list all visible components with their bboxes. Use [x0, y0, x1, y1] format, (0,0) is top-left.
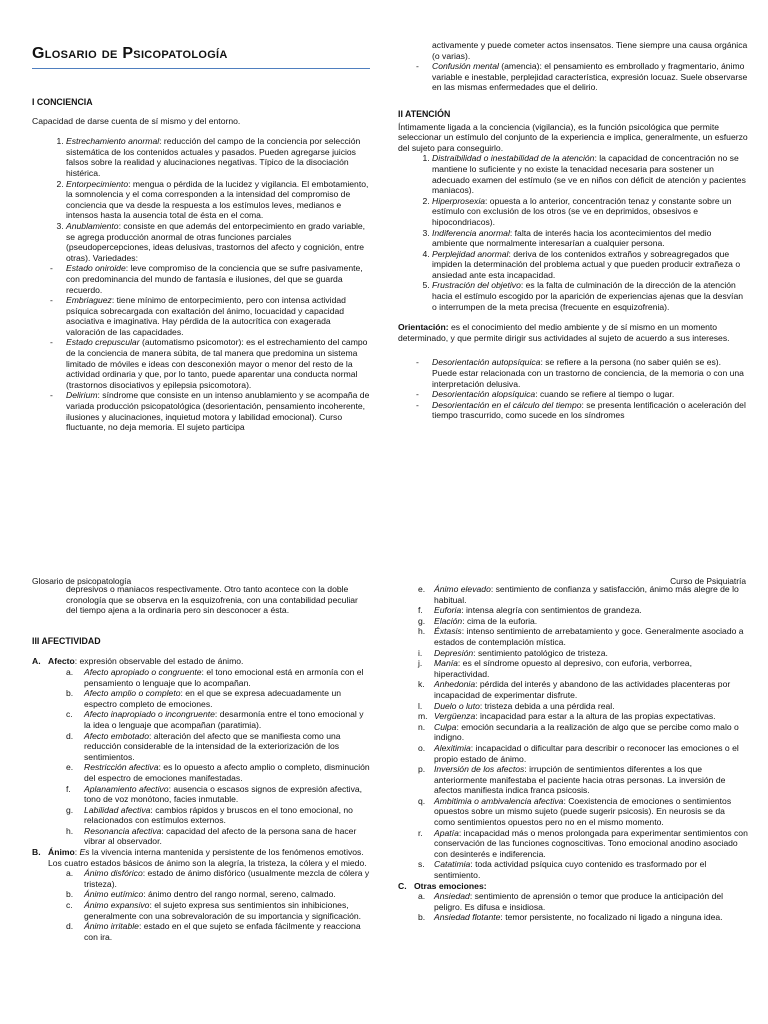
anublamiento-variants: [32, 263, 370, 433]
section-intro: Capacidad de darse cuenta de sí mismo y del entorno.: [32, 115, 241, 126]
list-item: 4. Perplejidad anormal: deriva de los contenidos extraños y sobreagregados que impiden la determinación del problema actual y que pueden producir extrañeza o ansiedad ante esta incapacidad.: [432, 249, 748, 281]
list-item: 2. Hiperprosexia: opuesta a lo anterior, concentración tenaz y constante sobre un estímulo con exclusión de los otros (se ve en deprimidos, obsesivos e hipocondriacos).: [432, 196, 748, 228]
list-item: a. Afecto apropiado o congruente: el tono emocional está en armonía con el pensamiento o lenguaje que lo acompañan.: [66, 666, 364, 688]
conciencia-list: [32, 136, 370, 263]
page1-left-column: [32, 44, 370, 433]
list-item: - Desorientación alopsíquica: cuando se refiere al tiempo o lugar.: [432, 389, 748, 400]
animo-heading: B. Ánimo: Es la vivencia interna mantenida y persistente de los fenómenos emotivos. Los cuatro estados básicos de ánimo son la alegría, la tristeza, la cólera y el miedo.: [32, 847, 367, 868]
running-header-right: Curso de Psiquiatría: [670, 576, 746, 586]
list-item: - Confusión mental (amencia): el pensamiento es embrollado y fragmentario, ánimo variable e inestable, perplejidad característica, expresión locuaz. Suele observarse en las mismas enfermedades que el delirio.: [432, 61, 748, 93]
list-item: n. Culpa: emoción secundaria a la realización de algo que se percibe como malo o indigno.: [418, 721, 739, 743]
list-item: 2. Entorpecimiento: mengua o pérdida de la lucidez y vigilancia. El embotamiento, la somnolencia y el coma corresponden a la intensidad del compromiso de conciencia que va desde la respuesta a los estímulos leves, medianos e intensos hasta la ausencia total de ésta en el coma.: [66, 179, 370, 221]
list-item: g. Elación: cima de la euforia.: [418, 615, 538, 626]
list-item: e. Ánimo elevado: sentimiento de confianza y satisfacción, ánimo más alegre de lo habitual.: [418, 584, 739, 605]
list-item: - Desorientación autopsíquica: se refiere a la persona (no saber quién se es). Puede estar relacionada con un trastorno de conciencia, de la memoria o con una interpretación delusiva.: [432, 357, 748, 389]
list-item: 3. Indiferencia anormal: falta de interés hacia los acontecimientos del medio ambiente que normalmente interesarían a cualquier persona.: [432, 228, 748, 249]
list-item: b. Ánimo eutímico: ánimo dentro del rango normal, sereno, calmado.: [66, 889, 336, 900]
atencion-list: [398, 153, 748, 312]
list-item: p. Inversión de los afectos: irrupción de sentimientos diferentes a los que anteriormente manifestaba el paciente hacia otras personas. La inversión de afectos manifiesta indica franca psicosis.: [418, 764, 726, 796]
list-item: s. Catatimia: toda actividad psíquica cuyo contenido es trasformado por el sentimiento.: [418, 859, 707, 881]
list-item: - Embriaguez: tiene mínimo de entorpecimiento, pero con intensa actividad psíquica sobrecargada con exaltación del ánimo, locuacidad y capacidad asociativa e imaginativa. Hay pérdida de la autocrítica con exagerada valoración de las capacidades.: [66, 295, 370, 337]
list-item: - Estado crepuscular (automatismo psicomotor): es el estrechamiento del campo de la conciencia de manera súbita, de tal manera que predomina un sistema limitado de móviles e ideas con desconexión mayor o menor del resto de la actividad ordinaria y que, por lo tanto, puede aparentar una conducta normal (trastornos disociativos y epilepsia psicomotora).: [66, 337, 370, 390]
afecto-list: [32, 667, 370, 847]
list-item: 3. Anublamiento: consiste en que además del entorpecimiento en grado variable, se agrega producción anormal de otras funciones parciales (pseudopercepciones, ideas delusivas, trastornos del afecto y cognición, entre otras). Variedades:: [66, 221, 370, 263]
list-item: - Desorientación en el cálculo del tiempo: se presenta lentificación o aceleración del tiempo trascurrido, como sucede en los síndromes: [432, 400, 748, 421]
document-title: Glosario de Psicopatología: [32, 44, 370, 69]
afecto-heading: A. Afecto: expresión observable del estado de ánimo.: [32, 656, 244, 667]
list-item: b. Ansiedad flotante: temor persistente, no focalizado ni ligado a ninguna idea.: [418, 912, 723, 923]
otras-emociones-list: [398, 891, 748, 923]
orientacion-paragraph: Orientación: es el conocimiento del medio ambiente y de sí mismo en un momento determinado, y que permite dirigir sus actividades al sujeto de acuerdo a sus intereses.: [398, 322, 730, 343]
list-item: a. Ansiedad: sentimiento de aprensión o temor que produce la anticipación del peligro. Es difusa e insidiosa.: [418, 891, 724, 912]
list-item: k. Anhedonia: pérdida del interés y abandono de las actividades placenteras por incapacidad de experimentar disfrute.: [418, 679, 731, 700]
list-item: f. Euforia: intensa alegría con sentimientos de grandeza.: [418, 605, 642, 616]
list-item: m. Vergüenza: incapacidad para estar a la altura de las propias expectativas.: [418, 711, 716, 722]
list-item: h. Éxtasis: intenso sentimiento de arrebatamiento y goce. Generalmente asociado a estados de contemplación mística.: [418, 626, 744, 647]
list-item: h. Resonancia afectiva: capacidad del afecto de la persona sana de hacer vibrar al observador.: [66, 825, 357, 847]
list-item: l. Duelo o luto: tristeza debida a una pérdida real.: [418, 700, 615, 711]
list-item: b. Afecto amplio o completo: en el que se expresa adecuadamente un espectro completo de emociones.: [66, 688, 342, 709]
continued-text: depresivos o maniacos respectivamente. Otro tanto acontece con la doble cronología que se observa en la esquizofrenia, con una contabilidad peculiar del tiempo ajena a la ordinaria pero sin desconocer a ésta.: [66, 584, 358, 616]
animo-list: [32, 868, 370, 942]
section-heading-afectividad: III AFECTIVIDAD: [32, 635, 101, 646]
list-item: r. Apatía: incapacidad más o menos prolongada para experimentar sentimientos con conservación de las funciones cognoscitivas. Tono emocional anodino asociado con desinterés e indiferencia.: [418, 827, 748, 859]
orientacion-list: [398, 357, 748, 421]
running-header-left: Glosario de psicopatología: [32, 576, 132, 586]
list-item: i. Depresión: sentimiento patológico de tristeza.: [418, 647, 608, 658]
list-item: a. Ánimo disfórico: estado de ánimo disfórico (usualmente mezcla de cólera y tristeza).: [66, 868, 370, 889]
continued-text: activamente y puede cometer actos insensatos. Tiene siempre una causa orgánica (o varias).: [432, 40, 748, 61]
list-item: d. Afecto embotado: alteración del afecto que se manifiesta como una reducción considerable de la intensidad de la exteriorización de los sentimientos.: [66, 730, 341, 762]
list-item: q. Ambitimia o ambivalencia afectiva: Coexistencia de emociones o sentimientos opuestos sobre un mismo sujeto (puede sugerir psicosis). En neurosis se da como sentimientos opuestos pero no en el mismo momento.: [418, 795, 732, 828]
list-item: 5. Frustración del objetivo: es la falta de culminación de la dirección de la atención hacia el estímulo escogido por la aparición de experiencias ajenas que la desvían o interrumpen de la meta precisa (frecuente en esquizofrenia).: [432, 280, 748, 312]
list-item: o. Alexitimia: incapacidad o dificultar para describir o reconocer las emociones o el propio estado de ánimo.: [418, 742, 739, 764]
page1-right-column: [398, 40, 748, 421]
list-item: g. Labilidad afectiva: cambios rápidos y bruscos en el tono emocional, no relacionados con estímulos externos.: [66, 804, 353, 826]
list-item: 1. Distraibilidad o inestabilidad de la atención: la capacidad de concentración no se mantiene lo suficiente y no existe la tenacidad necesaria para sostener un adecuado examen del estímulo (se ve en niños con déficit de atención y pacientes maniacos).: [432, 153, 748, 195]
list-item: c. Afecto inapropiado o incongruente: desarmonía entre el tono emocional y la idea o lenguaje que acompañan (paratimia).: [66, 709, 364, 730]
list-item: e. Restricción afectiva: es lo opuesto a afecto amplio o completo, disminución del espectro de emociones manifestadas.: [66, 762, 370, 783]
list-item: j. Manía: es el síndrome opuesto al depresivo, con euforia, verborrea, hiperactividad.: [418, 658, 692, 679]
animo-list-continued: [398, 584, 748, 881]
list-item: 1. Estrechamiento anormal: reducción del campo de la conciencia por selección sistemática de los contenidos actuales y pasados. Pueden agregarse juicios falsos sobre la realidad y alucinaciones negativas. Típico de la disociación histérica.: [66, 136, 370, 178]
list-item: - Delirium: síndrome que consiste en un intenso anublamiento y se acompaña de variada producción psicopatológica (desorientación, pensamiento incoherente, ilusiones y alucinaciones, inquietud motora y labilidad emocional). Curso fluctuante, no deja memoria. El sujeto participa: [66, 390, 370, 432]
list-item: d. Ánimo irritable: estado en el que sujeto se enfada fácilmente y reacciona con ira.: [66, 921, 361, 942]
page2-left-column: [32, 584, 370, 942]
otras-emociones-heading: C. Otras emociones:: [398, 880, 487, 891]
list-item: c. Ánimo expansivo: el sujeto expresa sus sentimientos sin inhibiciones, generalmente con una sobrevaloración de su importancia y significación.: [66, 900, 362, 921]
section-intro: Íntimamente ligada a la conciencia (vigilancia), es la función psicológica que permite seleccionar un estímulo del conjunto de la experiencia e implica, generalmente, un esfuerzo del sujeto para conseguirlo.: [398, 121, 748, 153]
list-item: f. Aplanamiento afectivo: ausencia o escasos signos de expresión afectiva, tono de voz monótono, facies inmutable.: [66, 783, 363, 805]
confusion-list: [398, 61, 748, 93]
section-heading-atencion: II ATENCIÓN: [398, 108, 451, 119]
page2-right-column: [398, 584, 748, 923]
section-heading-conciencia: I CONCIENCIA: [32, 97, 93, 107]
list-item: - Estado oniroide: leve compromiso de la conciencia que se sufre pasivamente, con predominancia del mundo de fantasía e ilusiones, del que se guarda recuerdo.: [66, 263, 370, 295]
